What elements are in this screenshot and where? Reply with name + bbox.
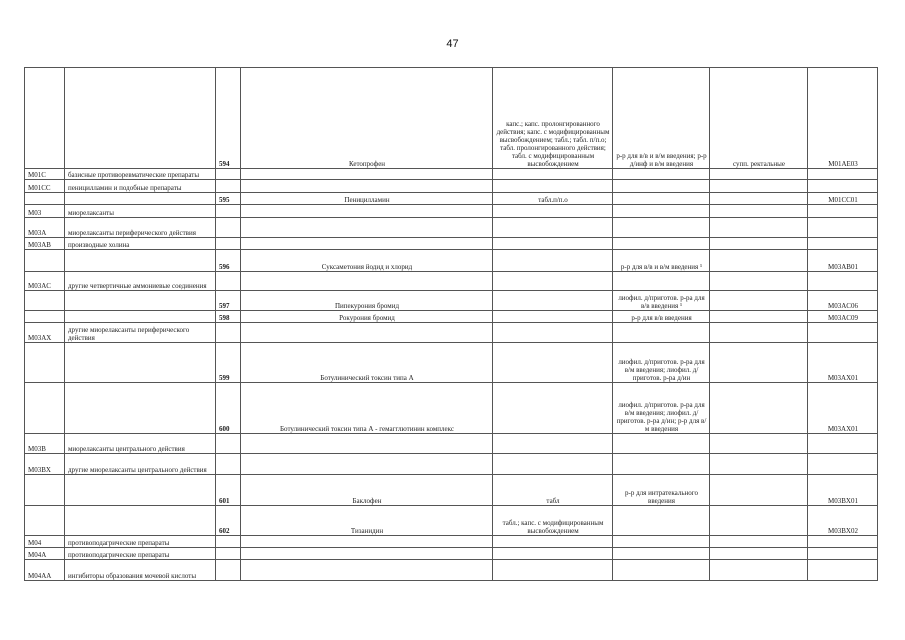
atc-group-code-cell [25,250,65,272]
atc-code-cell: M03BX01 [808,475,878,506]
atc-group-name-cell: другие миорелаксанты периферического действия [65,323,216,343]
dosage-form-cell [493,323,613,343]
drug-name-cell: Ботулинический токсин типа А [241,343,493,383]
drug-name-cell [241,560,493,581]
table-row [25,454,878,475]
atc-group-name-cell [65,506,216,536]
other-form-cell [710,250,808,272]
dosage-form-cell [493,548,613,560]
row-number-cell [216,272,241,291]
drug-name-cell: Ботулинический токсин типа А - гемагглютинин комплекс [241,383,493,434]
table-row [25,68,878,169]
row-number-cell [216,548,241,560]
table-row [25,193,878,205]
injection-form-cell [613,272,710,291]
atc-group-code-cell [25,291,65,311]
atc-group-name-cell [65,68,216,169]
table-row [25,536,878,548]
other-form-cell [710,291,808,311]
table-row [25,475,878,506]
atc-group-name-cell [65,311,216,323]
table-row [25,343,878,383]
atc-group-code-cell: M01CC [25,180,65,193]
dosage-form-cell: табл [493,475,613,506]
injection-form-cell [613,193,710,205]
injection-form-cell: р-р для в/в введения [613,311,710,323]
table-row [25,238,878,250]
atc-group-name-cell: базисные противоревматические препараты [65,169,216,180]
atc-code-cell: M03BX02 [808,506,878,536]
atc-group-code-cell: M04A [25,548,65,560]
row-number-cell [216,180,241,193]
atc-group-name-cell [65,383,216,434]
drug-name-cell: Баклофен [241,475,493,506]
drug-name-cell [241,323,493,343]
atc-group-code-cell: M03A [25,218,65,238]
drug-name-cell [241,548,493,560]
drug-name-cell: Кетопрофен [241,68,493,169]
drug-name-cell: Тизанидин [241,506,493,536]
other-form-cell: супп. ректальные [710,68,808,169]
atc-group-code-cell [25,68,65,169]
row-number-cell: 596 [216,250,241,272]
atc-group-code-cell: M03AC [25,272,65,291]
atc-group-code-cell: M03B [25,434,65,454]
other-form-cell [710,272,808,291]
injection-form-cell [613,434,710,454]
dosage-form-cell [493,272,613,291]
table-row [25,272,878,291]
table-row [25,548,878,560]
atc-code-cell [808,323,878,343]
atc-code-cell [808,272,878,291]
atc-group-code-cell [25,383,65,434]
table-row [25,560,878,581]
atc-code-cell: M03AX01 [808,343,878,383]
row-number-cell: 595 [216,193,241,205]
drug-name-cell: Пипекурония бромид [241,291,493,311]
row-number-cell: 599 [216,343,241,383]
atc-group-name-cell: производные холина [65,238,216,250]
atc-code-cell [808,536,878,548]
other-form-cell [710,454,808,475]
table-row [25,169,878,180]
row-number-cell [216,434,241,454]
table-row [25,323,878,343]
injection-form-cell [613,506,710,536]
atc-group-name-cell [65,250,216,272]
drug-name-cell: Пеницилламин [241,193,493,205]
row-number-cell: 602 [216,506,241,536]
injection-form-cell: р-р для в/в и в/м введения ¹ [613,250,710,272]
atc-group-name-cell: другие четвертичные аммониевые соединения [65,272,216,291]
injection-form-cell [613,205,710,218]
dosage-form-cell [493,434,613,454]
atc-group-code-cell [25,475,65,506]
atc-code-cell [808,218,878,238]
atc-code-cell [808,169,878,180]
other-form-cell [710,560,808,581]
other-form-cell [710,343,808,383]
atc-group-name-cell: ингибиторы образования мочевой кислоты [65,560,216,581]
row-number-cell [216,238,241,250]
drug-name-cell [241,218,493,238]
atc-group-code-cell [25,506,65,536]
atc-group-name-cell: миорелаксанты периферического действия [65,218,216,238]
row-number-cell [216,536,241,548]
atc-code-cell [808,434,878,454]
dosage-form-cell: табл.п/п.о [493,193,613,205]
drug-name-cell [241,536,493,548]
other-form-cell [710,193,808,205]
row-number-cell [216,323,241,343]
dosage-form-cell [493,250,613,272]
table-row [25,291,878,311]
row-number-cell [216,169,241,180]
atc-code-cell [808,180,878,193]
atc-group-name-cell: противоподагрические препараты [65,536,216,548]
dosage-form-cell [493,383,613,434]
drug-name-cell [241,205,493,218]
dosage-form-cell [493,180,613,193]
injection-form-cell [613,560,710,581]
dosage-form-cell [493,291,613,311]
other-form-cell [710,323,808,343]
atc-group-name-cell [65,291,216,311]
table-row [25,506,878,536]
row-number-cell [216,205,241,218]
atc-code-cell: M03AB01 [808,250,878,272]
drug-name-cell: Рокурония бромид [241,311,493,323]
injection-form-cell [613,454,710,475]
row-number-cell [216,218,241,238]
table-row [25,311,878,323]
dosage-form-cell [493,169,613,180]
atc-code-cell: M03AC09 [808,311,878,323]
injection-form-cell: лиофил. д/приготов. р-ра для в/в введения ¹ [613,291,710,311]
atc-group-code-cell: M03AX [25,323,65,343]
atc-code-cell: M01CC01 [808,193,878,205]
table-row [25,250,878,272]
injection-form-cell [613,548,710,560]
dosage-form-cell [493,343,613,383]
table-body [25,68,878,581]
injection-form-cell: р-р для интратекального введения [613,475,710,506]
other-form-cell [710,238,808,250]
atc-code-cell [808,560,878,581]
other-form-cell [710,311,808,323]
other-form-cell [710,536,808,548]
injection-form-cell [613,536,710,548]
other-form-cell [710,383,808,434]
injection-form-cell: лиофил. д/приготов. р-ра для в/м введения; лиофил. д/приготов. р-ра д/ин [613,343,710,383]
row-number-cell: 598 [216,311,241,323]
injection-form-cell [613,218,710,238]
atc-group-code-cell: M03AB [25,238,65,250]
table-row [25,434,878,454]
other-form-cell [710,434,808,454]
dosage-form-cell: капс.; капс. пролонгированного действия; капс. с модифицированным высвобождением; табл.; табл. п/п.о; табл. пролонгированного действия; табл. с модифицированным высвобождением [493,68,613,169]
dosage-form-cell [493,205,613,218]
drug-name-cell [241,272,493,291]
atc-group-code-cell: M04AA [25,560,65,581]
atc-group-name-cell [65,475,216,506]
drug-name-cell [241,434,493,454]
other-form-cell [710,205,808,218]
injection-form-cell [613,238,710,250]
atc-code-cell [808,454,878,475]
row-number-cell: 597 [216,291,241,311]
drug-name-cell: Суксаметония йодид и хлорид [241,250,493,272]
dosage-form-cell [493,536,613,548]
page-number: 47 [446,38,459,50]
atc-code-cell: M03AX01 [808,383,878,434]
atc-group-name-cell: противоподагрические препараты [65,548,216,560]
atc-group-code-cell: M03BX [25,454,65,475]
atc-group-code-cell [25,311,65,323]
dosage-form-cell [493,238,613,250]
dosage-form-cell [493,218,613,238]
atc-code-cell: M01AE03 [808,68,878,169]
atc-code-cell [808,548,878,560]
atc-group-code-cell: M03 [25,205,65,218]
atc-group-name-cell: пеницилламин и подобные препараты [65,180,216,193]
other-form-cell [710,506,808,536]
drug-name-cell [241,454,493,475]
atc-code-cell: M03AC06 [808,291,878,311]
other-form-cell [710,218,808,238]
atc-code-cell [808,238,878,250]
other-form-cell [710,180,808,193]
atc-group-name-cell: миорелаксанты [65,205,216,218]
row-number-cell: 600 [216,383,241,434]
other-form-cell [710,475,808,506]
dosage-form-cell [493,454,613,475]
dosage-form-cell: табл.; капс. с модифицированным высвобождением [493,506,613,536]
row-number-cell: 601 [216,475,241,506]
injection-form-cell [613,323,710,343]
row-number-cell: 594 [216,68,241,169]
atc-group-code-cell [25,343,65,383]
atc-group-code-cell: M01C [25,169,65,180]
dosage-form-cell [493,311,613,323]
other-form-cell [710,548,808,560]
injection-form-cell [613,180,710,193]
row-number-cell [216,560,241,581]
atc-group-name-cell [65,343,216,383]
table-row [25,205,878,218]
table-row [25,218,878,238]
drug-name-cell [241,169,493,180]
injection-form-cell: р-р для в/в и в/м введения; р-р д/инф и в/м введения [613,68,710,169]
table-row [25,180,878,193]
atc-group-name-cell: миорелаксанты центрального действия [65,434,216,454]
atc-group-name-cell: другие миорелаксанты центрального действия [65,454,216,475]
row-number-cell [216,454,241,475]
atc-group-name-cell [65,193,216,205]
injection-form-cell [613,169,710,180]
drug-table [24,67,878,581]
other-form-cell [710,169,808,180]
atc-code-cell [808,205,878,218]
table-row [25,383,878,434]
atc-group-code-cell [25,193,65,205]
atc-group-code-cell: M04 [25,536,65,548]
injection-form-cell: лиофил. д/приготов. р-ра для в/м введения; лиофил. д/приготов. р-ра д/ин; р-р для в/м введения [613,383,710,434]
dosage-form-cell [493,560,613,581]
drug-name-cell [241,238,493,250]
drug-name-cell [241,180,493,193]
